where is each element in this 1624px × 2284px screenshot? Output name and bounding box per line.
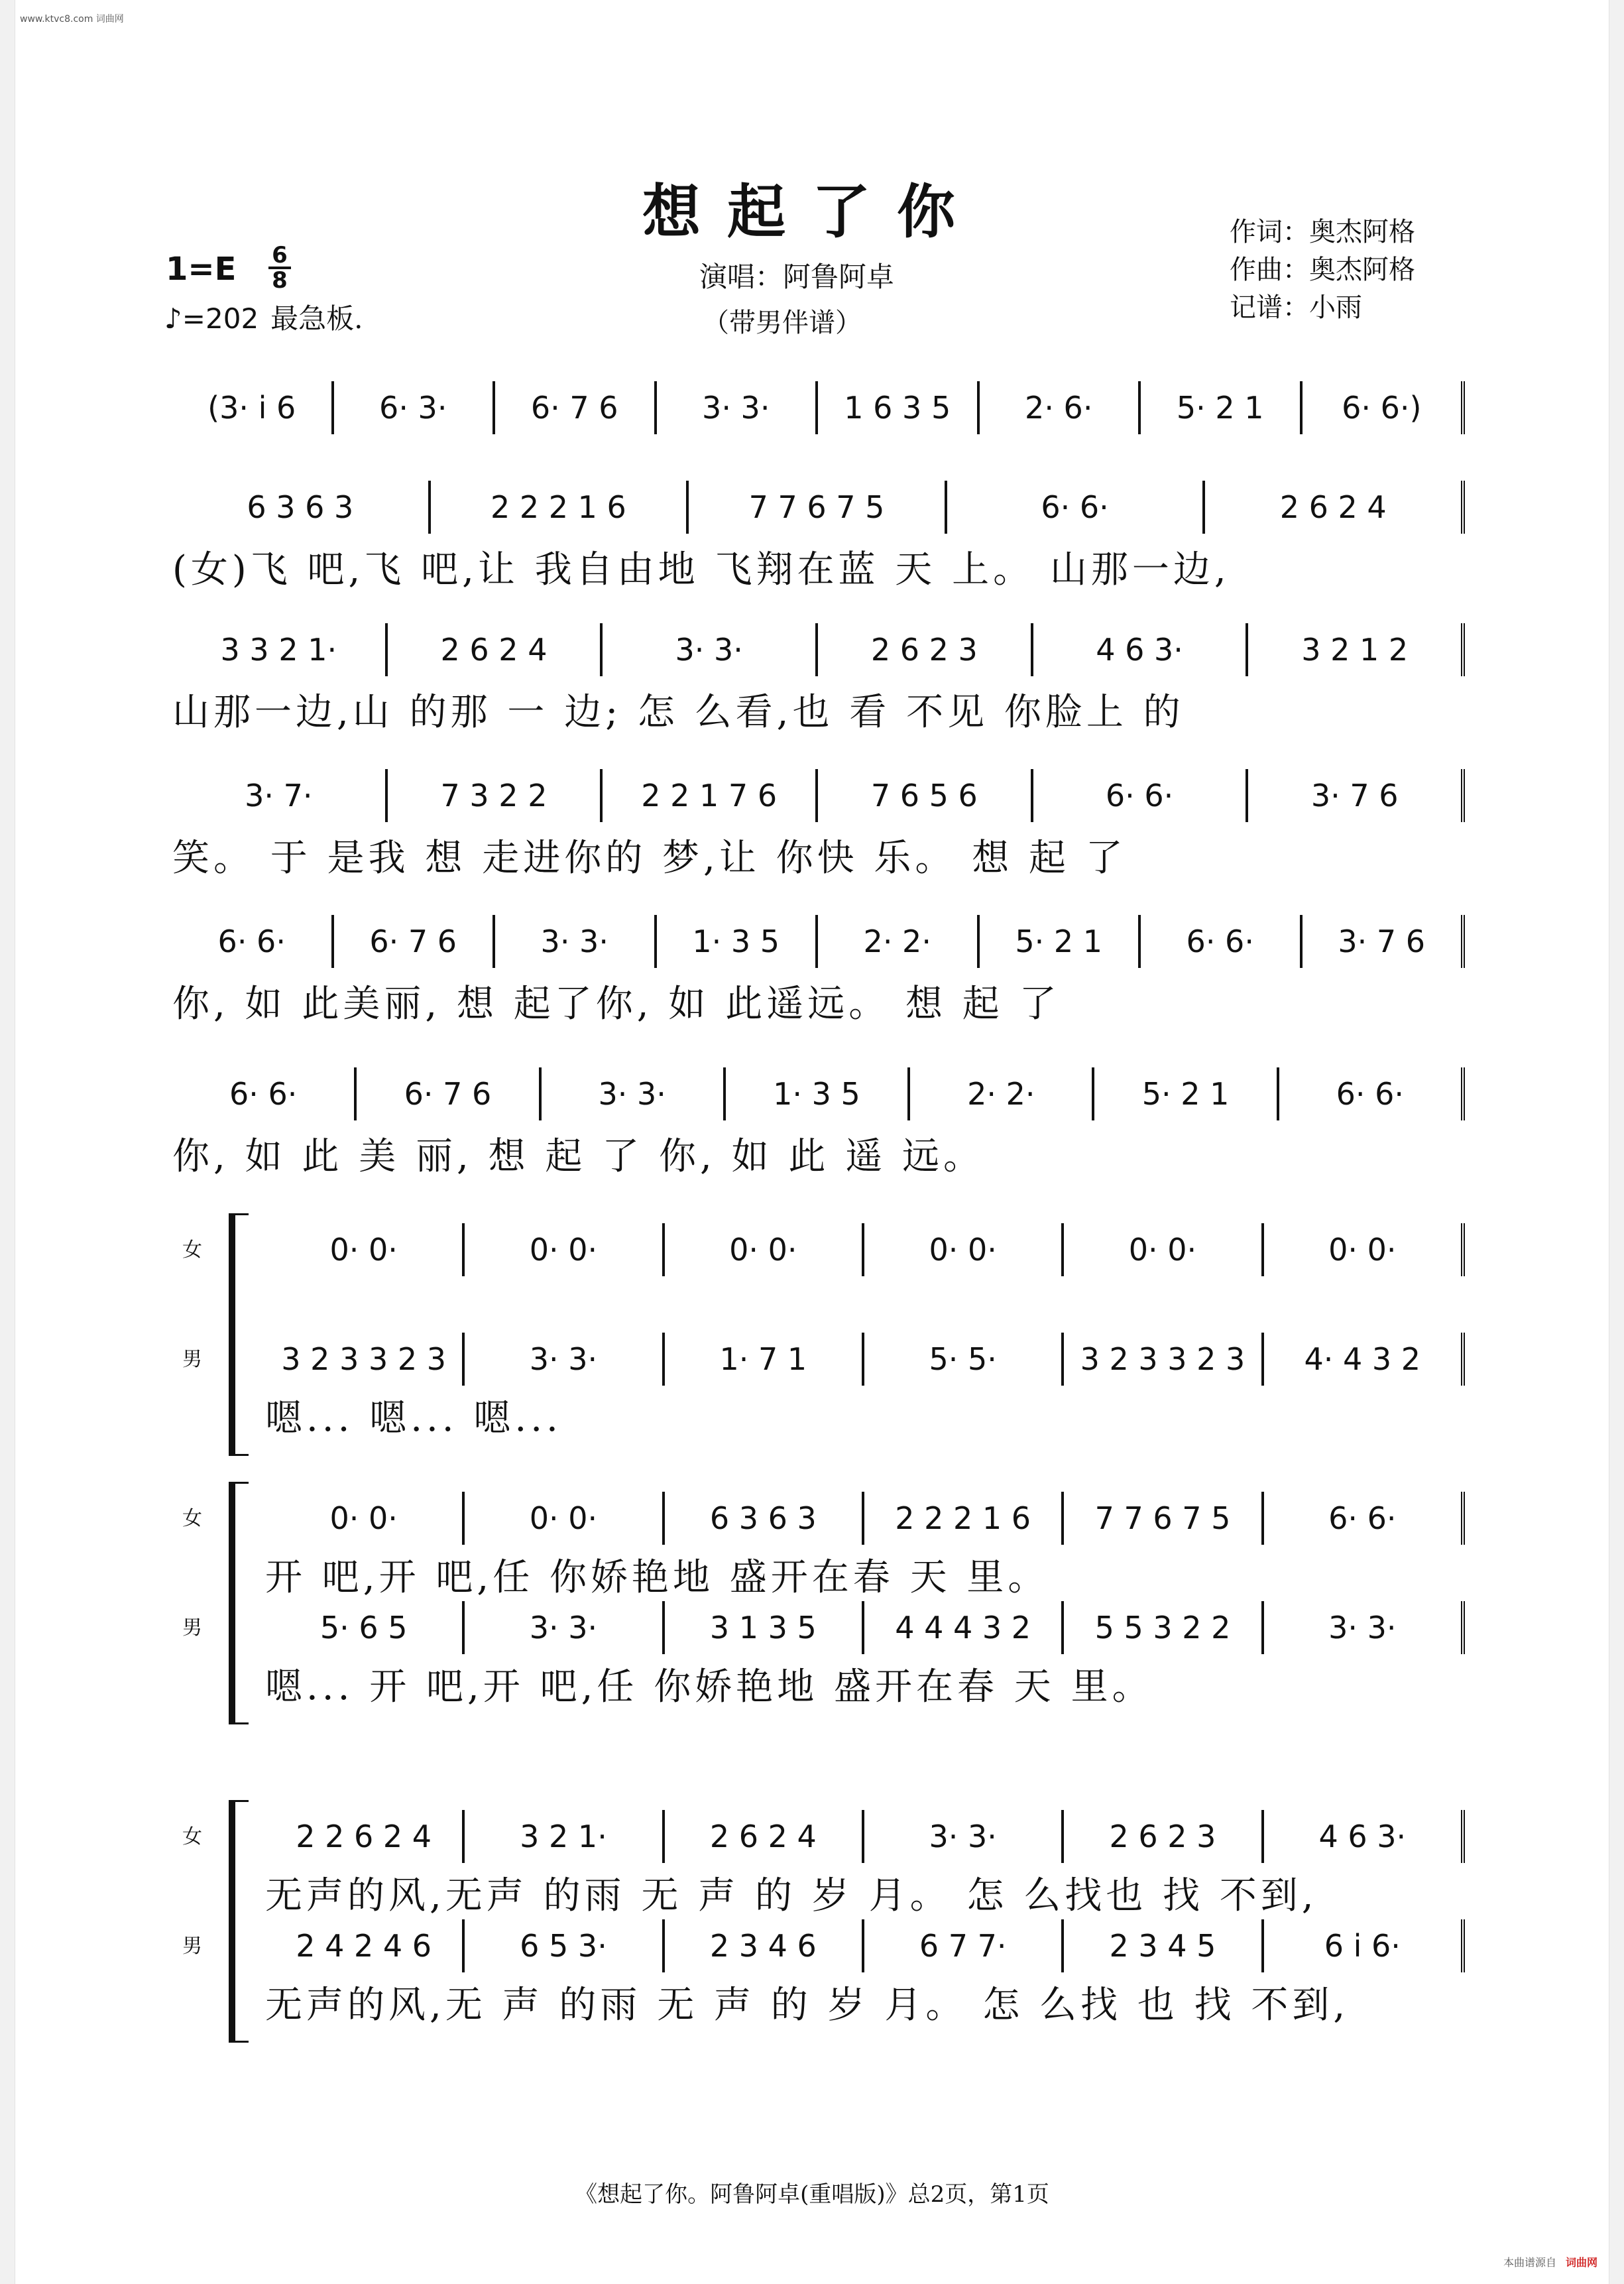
lyric-line: 笑。 于 是我 想 走进你的 梦,让 你快 乐。 想 起 了	[172, 837, 1127, 880]
measure: 3· 7 6	[1248, 769, 1465, 822]
notation-row	[265, 1329, 1465, 1389]
tempo-term: 最急板.	[270, 302, 363, 335]
measure: 6· 6·	[1033, 769, 1249, 822]
lyric-line: 嗯... 嗯... 嗯...	[265, 1397, 562, 1440]
male-voice-label: 男	[182, 1616, 202, 1640]
measure: 3· 3·	[542, 1067, 726, 1120]
measure: 3 3 2 1·	[172, 623, 388, 676]
score-subtitle: （带男伴谱）	[703, 308, 862, 338]
measure: 3 1 3 5	[665, 1601, 864, 1654]
lyric-line: (女)飞 吧,飞 吧,让 我自由地 飞翔在蓝 天 上。 山那一边,	[172, 548, 1230, 591]
duet-brace	[229, 1482, 249, 1724]
measure: 2 2 6 2 4	[265, 1810, 465, 1863]
measure: 6 i 6·	[1264, 1919, 1465, 1972]
measure: 2 3 4 6	[665, 1919, 864, 1972]
meter-top: 6	[272, 242, 288, 269]
bottom-watermark	[1503, 2254, 1597, 2269]
measure: 6· 6·	[172, 1067, 357, 1120]
notation-row	[172, 766, 1465, 825]
lyric-line: 你, 如 此 美 丽, 想 起 了 你, 如 此 遥 远。	[172, 1135, 985, 1178]
measure: 5· 2 1	[1094, 1067, 1279, 1120]
measure: 6 3 6 3	[665, 1492, 864, 1545]
measure: 3· 3·	[603, 623, 818, 676]
measure: 1 6 3 5	[818, 381, 980, 434]
measure: 6 5 3·	[465, 1919, 664, 1972]
female-voice-label: 女	[182, 1825, 202, 1848]
measure: 6 3 6 3	[172, 481, 431, 534]
measure: 6· 7 6	[334, 915, 496, 968]
measure: 3· 7 6	[1303, 915, 1466, 968]
notation-row	[172, 1064, 1465, 1124]
measure: 6· 7 6	[495, 381, 657, 434]
measure: 0· 0·	[465, 1492, 664, 1545]
measure: 3· 7·	[172, 769, 388, 822]
measure: 6· 3·	[334, 381, 496, 434]
measure: 3 2 3 3 2 3	[1064, 1333, 1263, 1386]
measure: 2 2 1 7 6	[603, 769, 818, 822]
measure: 0· 0·	[1264, 1223, 1465, 1276]
measure: 6· 6·	[172, 915, 334, 968]
measure: 3· 3·	[465, 1333, 664, 1386]
notation-row	[265, 1598, 1465, 1657]
measure: 6· 6·	[1279, 1067, 1465, 1120]
lyricist-credit: 作词：奥杰阿格	[1230, 217, 1415, 247]
measure: 6 7 7·	[864, 1919, 1064, 1972]
measure: 0· 0·	[1064, 1223, 1263, 1276]
song-title: 想起了你	[642, 177, 982, 246]
measure: 0· 0·	[265, 1223, 465, 1276]
measure: 3· 3·	[864, 1810, 1064, 1863]
singer-credit: 演唱：阿鲁阿卓	[699, 261, 895, 293]
duet-brace	[229, 1800, 249, 2043]
composer-credit: 作曲：奥杰阿格	[1230, 255, 1415, 285]
measure: 7 7 6 7 5	[1064, 1492, 1263, 1545]
measure: 3 2 1 2	[1248, 623, 1465, 676]
tempo-value: ♪=202	[164, 302, 259, 335]
left-margin-strip	[0, 0, 15, 2284]
notation-row	[265, 1488, 1465, 1548]
measure: 0· 0·	[864, 1223, 1064, 1276]
measure: 3· 3·	[1264, 1601, 1465, 1654]
male-voice-label: 男	[182, 1348, 202, 1371]
page-footer: 《想起了你。阿鲁阿卓(重唱版)》总2页，第1页	[575, 2181, 1049, 2208]
measure: 0· 0·	[665, 1223, 864, 1276]
measure: 5· 6 5	[265, 1601, 465, 1654]
measure: 4· 4 3 2	[1264, 1333, 1465, 1386]
duet-brace	[229, 1213, 249, 1456]
measure: 3· 3·	[495, 915, 657, 968]
lyric-line: 无声的风,无 声 的雨 无 声 的 岁 月。 怎 么找 也 找 不到,	[265, 1984, 1350, 2027]
measure: 7 6 5 6	[818, 769, 1033, 822]
measure: (3· i 6	[172, 381, 334, 434]
measure: 5· 5·	[864, 1333, 1064, 1386]
measure: 6· 6·	[947, 481, 1206, 534]
lyric-line: 嗯... 开 吧,开 吧,任 你娇艳地 盛开在春 天 里。	[265, 1665, 1153, 1709]
measure: 2 6 2 4	[388, 623, 603, 676]
measure: 2· 2·	[910, 1067, 1094, 1120]
measure: 4 6 3·	[1033, 623, 1249, 676]
measure: 5· 2 1	[1141, 381, 1303, 434]
male-voice-label: 男	[182, 1935, 202, 1958]
transcriber-credit: 记谱：小雨	[1230, 292, 1362, 323]
lyric-line: 山那一边,山 的那 一 边; 怎 么看,也 看 不见 你脸上 的	[172, 691, 1185, 734]
measure: 6· 7 6	[357, 1067, 541, 1120]
right-margin-strip	[1609, 0, 1624, 2284]
lyric-line: 无声的风,无声 的雨 无 声 的 岁 月。 怎 么找也 找 不到,	[265, 1874, 1318, 1917]
key-signature: 1=E	[166, 251, 237, 288]
meter-bottom: 8	[272, 267, 288, 294]
measure: 1· 3 5	[726, 1067, 910, 1120]
measure: 2 6 2 3	[818, 623, 1033, 676]
measure: 2· 2·	[818, 915, 980, 968]
measure: 2 6 2 3	[1064, 1810, 1263, 1863]
notation-row	[265, 1807, 1465, 1866]
notation-row	[172, 620, 1465, 680]
measure: 0· 0·	[265, 1492, 465, 1545]
measure: 6· 6·	[1264, 1492, 1465, 1545]
measure: 2 6 2 4	[665, 1810, 864, 1863]
measure: 3 2 1·	[465, 1810, 664, 1863]
measure: 4 6 3·	[1264, 1810, 1465, 1863]
measure: 2· 6·	[980, 381, 1141, 434]
measure: 2 2 2 1 6	[431, 481, 689, 534]
measure: 6· 6·	[1141, 915, 1303, 968]
watermark-brand: 词曲网	[1565, 2256, 1597, 2269]
measure: 7 7 6 7 5	[689, 481, 947, 534]
measure: 2 4 2 4 6	[265, 1919, 465, 1972]
measure: 1· 3 5	[657, 915, 819, 968]
measure: 2 2 2 1 6	[864, 1492, 1064, 1545]
measure: 0· 0·	[465, 1223, 664, 1276]
notation-row	[172, 378, 1465, 438]
notation-row	[265, 1220, 1465, 1280]
notation-row	[172, 477, 1465, 537]
watermark-text: 本曲谱源自	[1503, 2256, 1556, 2269]
measure: 2 3 4 5	[1064, 1919, 1263, 1972]
female-voice-label: 女	[182, 1507, 202, 1530]
notation-row	[265, 1916, 1465, 1976]
lyric-line: 你, 如 此美丽, 想 起了你, 如 此遥远。 想 起 了	[172, 983, 1061, 1026]
measure: 6· 6·)	[1303, 381, 1466, 434]
measure: 3 2 3 3 2 3	[265, 1333, 465, 1386]
female-voice-label: 女	[182, 1238, 202, 1262]
measure: 2 6 2 4	[1205, 481, 1465, 534]
notation-row	[172, 912, 1465, 971]
tempo-marking	[164, 297, 363, 337]
measure: 5· 2 1	[980, 915, 1141, 968]
measure: 4 4 4 3 2	[864, 1601, 1064, 1654]
measure: 1· 7 1	[665, 1333, 864, 1386]
measure: 3· 3·	[657, 381, 819, 434]
top-watermark: www.ktvc8.com 词曲网	[20, 14, 124, 25]
measure: 3· 3·	[465, 1601, 664, 1654]
time-signature	[268, 244, 291, 292]
measure: 5 5 3 2 2	[1064, 1601, 1263, 1654]
lyric-line: 开 吧,开 吧,任 你娇艳地 盛开在春 天 里。	[265, 1556, 1049, 1599]
measure: 7 3 2 2	[388, 769, 603, 822]
